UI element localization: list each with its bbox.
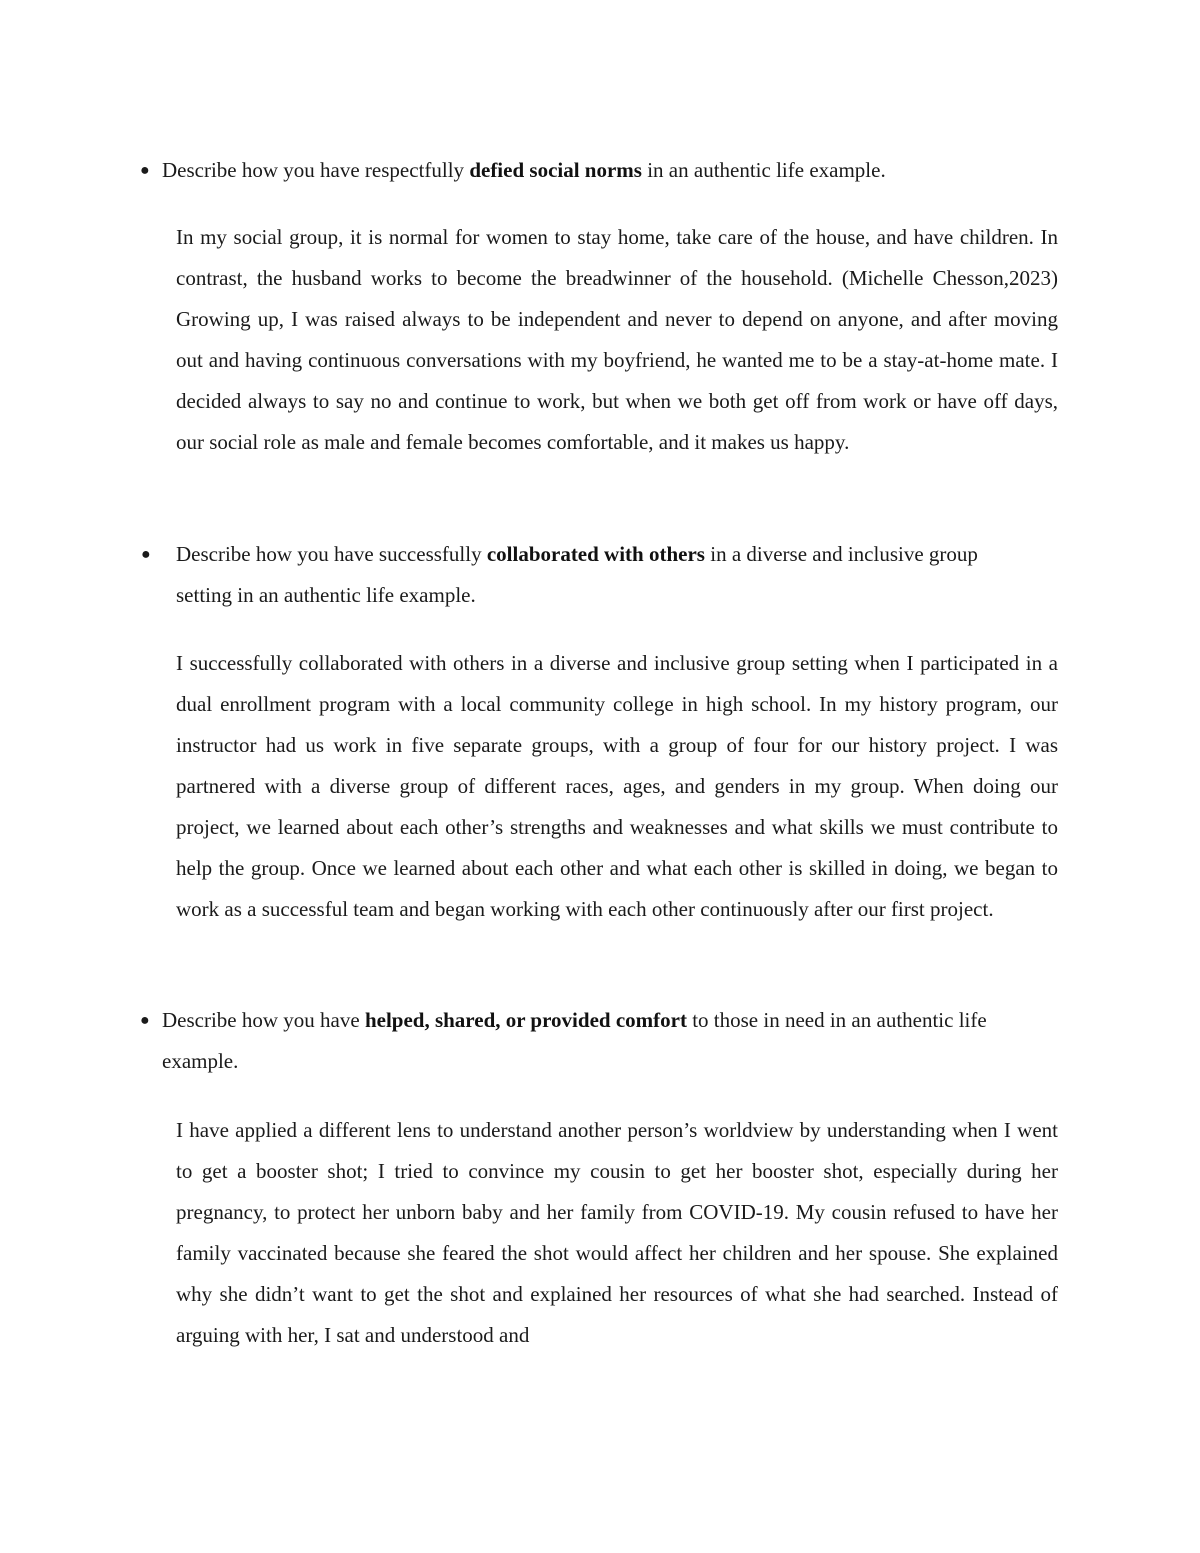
bullet-icon: ● <box>140 1012 150 1029</box>
prompt-pre: Describe how you have successfully <box>176 542 487 566</box>
prompt-text <box>176 534 1026 616</box>
prompt-bold: collaborated with others <box>486 542 705 566</box>
bullet-icon: ● <box>141 546 151 563</box>
prompt-text <box>162 150 1062 191</box>
prompt-post: in an authentic life example. <box>641 158 886 182</box>
prompt-pre: Describe how you have <box>162 1008 365 1032</box>
answer-paragraph: I successfully collaborated with others in a diverse and inclusive group setting when I participated in a dual enrollment program with a local community college in high school. In my history program, our instructor had us work in five separate groups, with a group of four for our history project. I was partnered with a diverse group of different races, ages, and genders in my group. When doing our project, we learned about each other’s strengths and weaknesses and what skills we must contribute to help the group. Once we learned about each other and what each other is skilled in doing, we began to work as a successful team and began working with each other continuously after our first project. <box>176 651 1058 921</box>
bullet-icon: ● <box>140 162 150 179</box>
prompt-post: to those in need in an authentic life example. <box>162 1008 987 1073</box>
prompt-bold: defied social norms <box>469 158 642 182</box>
prompt-bold: helped, shared, or provided comfort <box>364 1008 687 1032</box>
prompt-text <box>162 1000 1062 1082</box>
prompt-pre: Describe how you have respectfully <box>162 158 470 182</box>
answer-paragraph: I have applied a different lens to understand another person’s worldview by understanding when I went to get a booster shot; I tried to convince my cousin to get her booster shot, especially during her pregnancy, to protect her unborn baby and her family from COVID-19. My cousin refused to have her family vaccinated because she feared the shot would affect her children and her spouse. She explained why she didn’t want to get the shot and explained her resources of what she had searched. Instead of arguing with her, I sat and understood and <box>176 1118 1058 1347</box>
prompt-post: in a diverse and inclusive group setting in an authentic life example. <box>176 542 978 607</box>
answer-paragraph: In my social group, it is normal for women to stay home, take care of the house, and have children. In contrast, the husband works to become the breadwinner of the household. (Michelle Chesson,2023) Growing up, I was raised always to be independent and never to depend on anyone, and after moving out and having continuous conversations with my boyfriend, he wanted me to be a stay-at-home mate. I decided always to say no and continue to work, but when we both get off from work or have off days, our social role as male and female becomes comfortable, and it makes us happy. <box>176 225 1058 454</box>
